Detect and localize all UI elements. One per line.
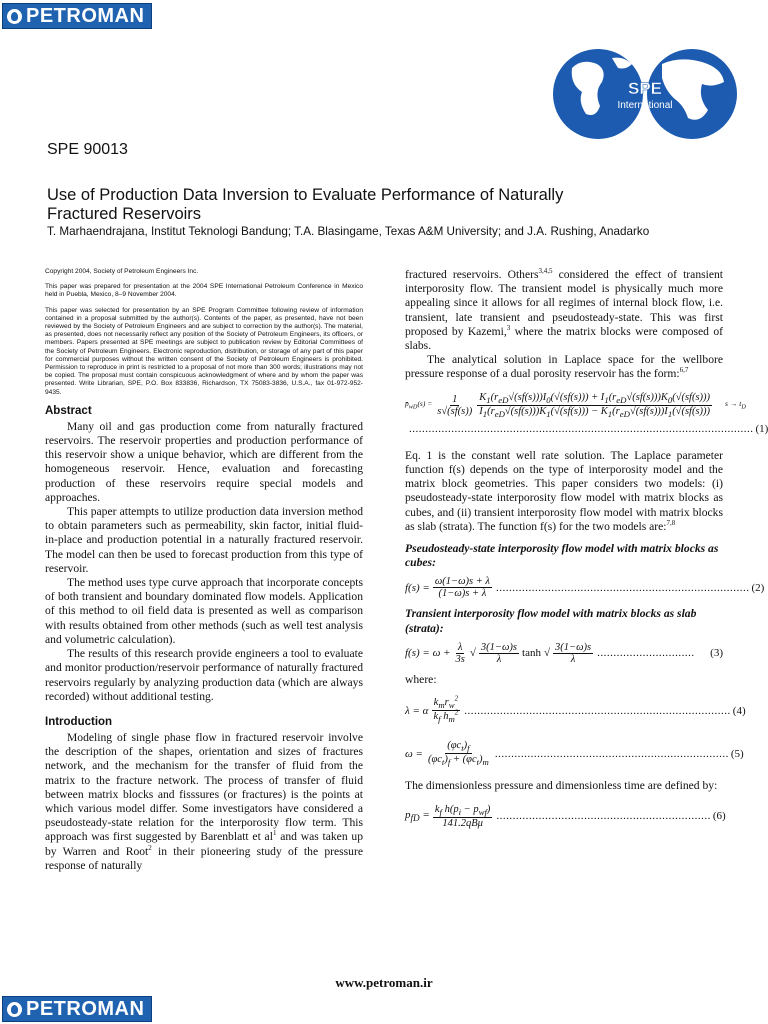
spe-text: SPE	[627, 79, 663, 98]
subheading-transient: Transient interporosity flow model with matrix blocks as slab (strata):	[405, 607, 697, 635]
abstract-p4: The results of this research provide engineers a tool to evaluate and monitor production/reservoir performance of naturally fractured reservoirs regularly by analyzing production data (which are always recorded) without additional testing.	[45, 647, 363, 703]
abstract-heading: Abstract	[45, 404, 92, 417]
subheading-pseudosteady: Pseudosteady-state interporosity flow model with matrix blocks as cubes:	[405, 542, 719, 570]
equation-5: ω = $\frac{(\varphi c_t)_f}{(\varphi c_t)_f + (\varphi c_t)_m}$ ........................................................................ (5)	[405, 740, 744, 768]
right-column	[405, 267, 768, 835]
title-line-2: Fractured Reservoirs	[47, 205, 202, 223]
abstract-p1: Many oil and gas production come from naturally fractured reservoirs. The reservoir properties and production performance of this reservoir show a unique behavior, which are different from the homogeneous reservoir. Hence, evaluation and forecasting production of these reservoirs require special models and approaches.	[45, 419, 363, 504]
drop-icon	[7, 9, 22, 24]
equation-1: $p̄_{wD}(s)$ = $\frac{1}{s√(sf(s))}$ $\frac{K_1(r_{eD}√(sf(s)))I_0(√(sf(s))) + I_1(r_{eD}√(sf(s)))K_0(√(sf(s)))}{I_1(r_{eD}√(sf(s)))K_1(√(sf(s))) - K_1(r_{eD}√(sf(s)))I_1(√(sf(s)))}$ $s \to t_D$	[405, 391, 746, 419]
petroman-logo-bottom	[2, 996, 152, 1022]
brand-text: PETROMAN	[26, 4, 145, 27]
equation-1-number-row: .......................................................................................................... (1)	[409, 422, 768, 435]
prepared-notice: This paper was prepared for presentation at the 2004 SPE International Petroleum Conference in Mexico held in Puebla, Mexico, 8–9 November 2004.	[45, 283, 363, 299]
authors: T. Marhaendrajana, Institut Teknologi Bandung; T.A. Blasingame, Texas A&M University; and J.A. Rushing, Anadarko	[47, 225, 650, 238]
introduction-heading: Introduction	[45, 715, 113, 728]
drop-icon	[7, 1002, 22, 1017]
brand-text: PETROMAN	[26, 997, 145, 1020]
equation-6: $p_{fD}$ = $\frac{k_f h(p_i - p_{wf})}{\text{141.2qBμ}}$ .................................................................. (6)	[405, 803, 726, 829]
equation-3: f(s) = ω + $\frac{\lambda}{3s}$ √ $\frac{3(1-\omega)s}{\lambda}$ tanh √ $\frac{3(1-\omega)s}{\lambda}$ .............................. (3)	[405, 641, 723, 665]
equation-2: f(s) = $\frac{\omega(1-\omega)s + \lambda}{(1-\omega)s + \lambda}$ .............................................................................. (2)	[405, 576, 765, 600]
copyright-line: Copyright 2004, Society of Petroleum Engineers Inc.	[45, 268, 199, 275]
petroman-logo-top	[2, 3, 152, 29]
left-column	[45, 268, 363, 873]
selection-notice: This paper was selected for presentation by an SPE Program Committee following review of information contained in a proposal submitted by the author(s). Contents of the paper, as presented, have not been reviewed by the Society of Petroleum Engineers and are subject to correction by the author(s). The material, as presented, does not necessarily reflect any position of the Society of Petroleum Engineers, its officers, or members. Papers presented at SPE meetings are subject to publication review by Editorial Committees of the Society of Petroleum Engineers. Electronic reproduction, distribution, or storage of any part of this paper for commercial purposes without the written consent of the Society of Petroleum Engineers is prohibited. Permission to reproduce in print is restricted to a proposal of not more than 300 words; illustrations may not be copied. The proposal must contain conspicuous acknowledgment of where and by whom the paper was presented. Write Librarian, SPE, P.O. Box 833836, Richardson, TX 75083-3836, U.S.A., fax 01-972-952-9435.	[45, 306, 363, 396]
abstract-p3: The method uses type curve approach that incorporate concepts of both transient and boundary dominated flow models. Application of this method to oil field data is presented as well as comparison with results obtained from other methods (such as well test analysis and volumetric calculation).	[45, 576, 363, 646]
paper-title	[47, 186, 737, 224]
equation-4: λ = α $\frac{k_mr_w^2}{k_f h_m^2}$ .................................................................................. (4)	[405, 694, 746, 725]
where-label: where:	[405, 672, 437, 686]
title-line-1: Use of Production Data Inversion to Evaluate Performance of Naturally	[47, 186, 564, 204]
right-p1: fractured reservoirs. Others$^{3,4,5}$ considered the effect of transient interporosity flow. The transient model is physically much more appealing since it allows for all regimes of internal block flow, i.e. transient, late transient and pseudosteady-state. This was first proposed by Kazemi,$^3$ where the matrix blocks were composed of slabs.	[405, 267, 724, 353]
abstract-p2: This paper attempts to utilize production data inversion method to obtain parameters such as permeability, skin factor, initial fluid-in-place and production potential in a naturally fractured reservoir. The model can then be used to forecast production from this type of reservoir.	[45, 505, 363, 575]
international-text: International	[617, 100, 673, 111]
footer-url[interactable]: www.petroman.ir	[335, 975, 433, 990]
introduction-p1: Modeling of single phase flow in fractured reservoir involve the description of the shapes, orientation and sizes of fractures network, and the mechanism for the transfer of fluid from the matrix to the fracture network. The process of transfer of fluid between matrix blocks and fisssures (or fractures) is the points at which various model differ. Some investigators have considered a pseudosteady-state relation for the interporosity flow term. This approach was first suggested by Barenblatt et $al^1$ and was taken up by Warren and Root$^2$ in their pioneering study of the pressure response of naturally	[45, 730, 363, 872]
right-p4: The dimensionless pressure and dimensionless time are defined by:	[405, 779, 718, 793]
paper-number: SPE 90013	[47, 141, 128, 158]
right-p3: Eq. 1 is the constant well rate solution. The Laplace parameter function f(s) depends on the type of interporosity model and the matrix block geometries. This paper considers two models: (i) pseudosteady-state interporosity flow model with matrix blocks as cubes, and (ii) transient interporosity flow model with matrix blocks as slab (strata). The function f(s) for the two models are:$^{7,8}$	[405, 448, 723, 533]
spe-international-logo	[552, 48, 738, 140]
right-p2: The analytical solution in Laplace space for the wellbore pressure response of a dual porosity reservoir has the form:$^{6,7}$	[405, 353, 723, 381]
